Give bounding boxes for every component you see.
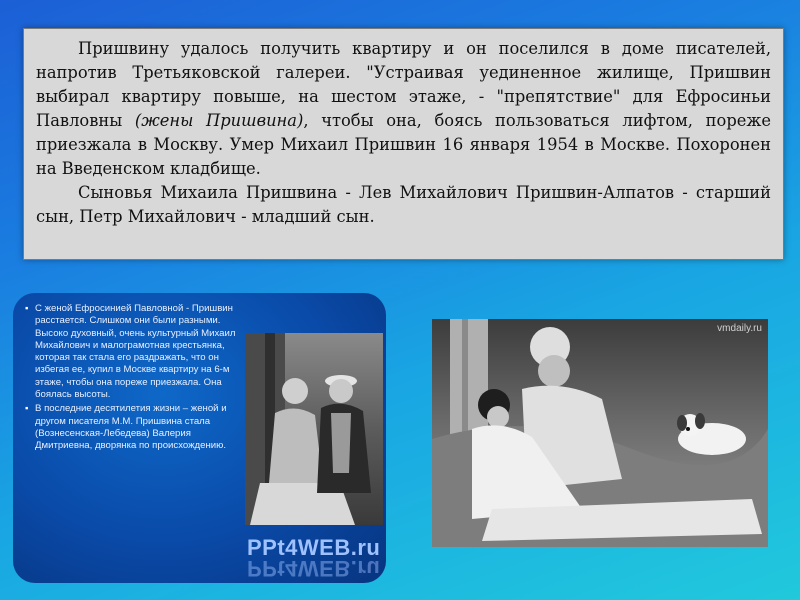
watermark-text: PPt4WEB.ru — [247, 535, 381, 560]
paragraph-1-part-b: , чтобы она, боясь пользоваться лифтом, пореже приезжала в Москву. Умер Михаил Пришвин 16 января 1954 в Москве. Похоронен на Введенском кладбище. — [36, 111, 771, 178]
paragraph-1 — [36, 37, 771, 181]
slide-thumbnail — [13, 293, 386, 583]
paragraph-1-part-a: Пришвину удалось получить квартиру и он поселился в доме писателей, напротив Третьяковской галереи. "Устраивая уединенное жилище, Пришвин выбирал квартиру повыше, на шестом этаже, - "препятствие" для Ефросиньи Павловны — [36, 39, 771, 130]
slide-bullet-2-text: В последние десятилетия жизни – женой и другом писателя М.М. Пришвина стала (Вознесенская-Лебедева) Валерия Дмитриевна, дворянка по происхождению. — [35, 403, 227, 452]
site-watermark: vmdaily.ru — [717, 323, 762, 334]
main-text-box — [23, 28, 784, 260]
bullet-icon: ▪ — [25, 403, 29, 415]
couple-photo-small-image — [245, 333, 383, 525]
slide-text — [25, 303, 247, 455]
watermark-reflection: PPt4WEB.ru — [247, 556, 381, 581]
paragraph-1-italic: (жены Пришвина) — [134, 111, 304, 130]
couple-with-dog-photo — [432, 319, 768, 547]
couple-photo-small — [245, 333, 383, 525]
slide-bullet-2 — [25, 403, 247, 452]
slide-bullet-1-text: С женой Ефросинией Павловной - Пришвин расстается. Слишком они были разными. Высоко духовный, очень культурный Михаил Михайлович и малограмотная крестьянка, которая так стала его раздражать, что он избегая ее, купил в Москве квартиру на 6-м этаже, чтобы она пореже приезжала. Она боялась высоты. — [35, 303, 236, 401]
paragraph-2: Сыновья Михаила Пришвина - Лев Михайлович Пришвин-Алпатов - старший сын, Петр Михайлович - младший сын. — [36, 183, 771, 226]
bullet-icon: ▪ — [25, 303, 29, 314]
slide-bullet-1 — [25, 303, 247, 401]
couple-with-dog-image — [432, 319, 768, 547]
